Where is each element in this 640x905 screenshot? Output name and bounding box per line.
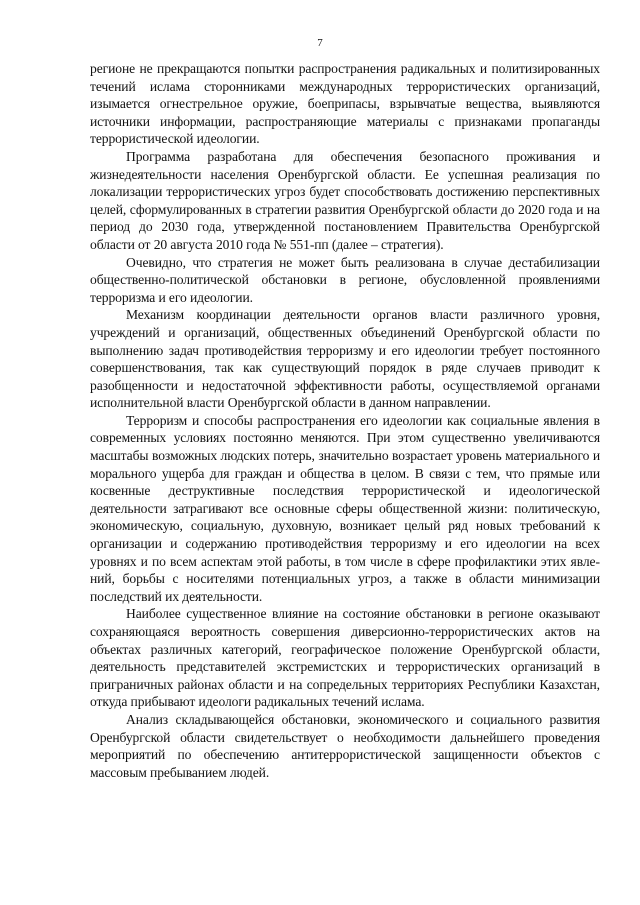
paragraph-4: Механизм координации деятельности органов власти различного уровня, учреждений и организаций, общественных объединений Оренбургской области по выполнению задач противодействия терроризму и его идеологии требует постоянного совершенствования, так как существующий порядок в ряде случаев приводит к разобщенности и недостаточной эффективности работы, осуществляемой органами исполнительной власти Оренбургской области в данном направлении. [90,307,600,411]
paragraph-6: Наиболее существенное влияние на состояние обстановки в регионе оказывают сохраняющаяся вероятность совершения диверсионно-террористических актов на объектах различных категорий, географическое положение Оренбургской области, деятельность представителей экстремистских и террористических организаций в приграничных районах области и на сопредельных территориях Республики Казахстан, откуда прибывают идеологи радикальных течений ислама. [90,606,600,710]
page-number: 7 [317,37,323,49]
paragraph-3: Очевидно, что стратегия не может быть реализована в случае дестабилизации общественно-политической обстановки в регионе, обусловленной проявлениями терроризма и его идеологии. [90,254,600,305]
paragraph-2: Программа разработана для обеспечения безопасного проживания и жизнедеятельности населения Оренбургской области. Ее успешная реализация по локализации террористических угроз будет способствовать достижению перспективных целей, сформулированных в стратегии развития Оренбургской области до 2020 года и на период до 2030 года, утвержденной постановлением Правительства Оренбургской области от 20 августа 2010 года № 551-пп (далее – стратегия). [90,148,600,252]
document-body [90,60,600,781]
paragraph-1: регионе не прекращаются попытки распространения радикальных и политизированных течений ислама сторонниками международных террористических организаций, изымается огнестрельное оружие, боеприпасы, взрывчатые вещества, выявляются источники информации, распространяющие материалы с признаками пропаганды террористической идеологии. [90,61,600,147]
paragraph-5: Терроризм и способы распространения его идеологии как социальные явления в современных условиях постоянно меняются. При этом существенно увеличиваются масштабы возможных людских потерь, значительно возрастает уровень материального и морального ущерба для граждан и общества в целом. В связи с тем, что прямые или косвенные деструктивные последствия террористической и идеологической деятельности затрагивают все основные сферы общественной жизни: политическую, экономическую, социальную, духовную, возникает целый ряд новых требований к организации и содержанию противодействия терроризму и его идеологии на всех уровнях и по всем аспектам этой работы, в том числе в сфере профилактики этих явлений, борьбы с носителями потенциальных угроз, а также в области минимизации последствий их деятельности. [90,412,600,604]
paragraph-7: Анализ складывающейся обстановки, экономического и социального развития Оренбургской области свидетельствует о необходимости дальнейшего проведения мероприятий по обеспечению антитеррористической защищенности объектов с массовым пребыванием людей. [90,711,600,780]
